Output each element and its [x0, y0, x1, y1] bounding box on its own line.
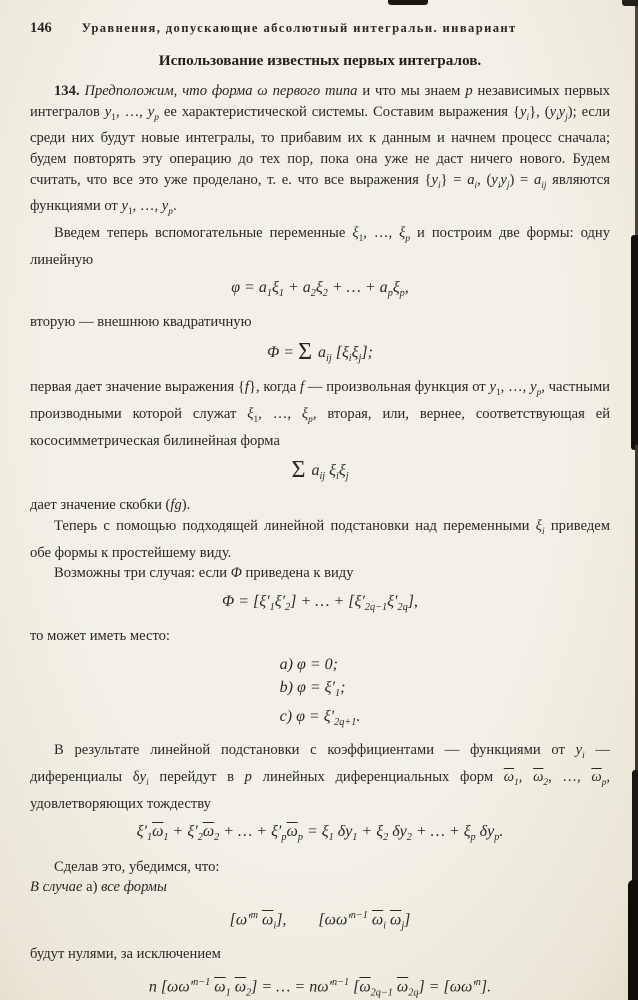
formula: n [$\omega\omega'^{n-1}$ $\overline{\omega}_1$ $\overline{\omega}_2$] = … = $n\omega'^{n-1}$ [$\overline{\omega}_{2q-1}$ $\overline{\omega}_{2q}] = [\omega\omega'^n]$.: [148, 977, 492, 999]
formula: Φ = Σ $a_{ij}$ $[\xi_i\xi_j]$;: [267, 339, 373, 366]
formula: $\xi'_1\overline{\omega}_1 + \xi'_2\overline{\omega}_2$ + … + $\xi'_p\overline{\omega}_p = \xi_1$ $\delta y_1 + \xi_2$ $\delta y_2$ + … + $\xi_p$ $\delta y_p$.: [136, 823, 504, 844]
paragraph: В результате линейной подстановки с коэффициентами — функциями от $y_i$ — диференциалы $\delta y_i$ перейдут в p линейных диференциальных форм $\overline{\omega}_1$, $\overline{\omega}_2$, …, $\overline{\omega}_p$, удовлетворяющих тождеству: [30, 742, 611, 812]
paragraph: Сделав это, убедимся, что:: [54, 858, 220, 875]
scan-artifact-bottom-right-corner: [628, 880, 638, 1000]
case-list: a) φ = 0; b) $\varphi = \xi'_1$; c) $\varphi = \xi'_{2q+1}$.: [279, 656, 361, 729]
scan-artifact-top-right-mark: [622, 0, 638, 6]
paragraph: 134. Предположим, что форма ω первого типа и что мы знаем p независимых первых интегралов $y_1$, …, $y_p$ ее характеристической системы. Составим выражения $\{y_i\}$, $(y_iy_j)$; если среди них будут новые интегралы, то прибавим их к данным и начнем процесс сначала; будем повторять эту операцию до тех пор, пока она уже не даст ничего нового. Будем считать, что все это уже проделано, т. е. что все выражения $\{y_i\} = a_i$, $(y_iy_j) = a_{ij}$ являются функциями от $y_1$, …, $y_p$.: [30, 83, 611, 218]
paragraph: то может иметь место:: [30, 628, 170, 645]
paragraph: первая дает значение выражения {f}, когда f — произвольная функция от $y_1$, …, $y_p$, частными производными которой служат $\xi_1$, …, $\xi_p$, вторая, или, вернее, соответствующая ей кососимметрическая билинейная форма: [30, 379, 610, 449]
paragraph: В случае a) все формы: [30, 879, 167, 896]
formula: $\varphi = a_1\xi_1 + a_2\xi_2$ + … + $a_p\xi_p$,: [231, 279, 409, 300]
paragraph: будут нулями, за исключением: [30, 946, 221, 963]
formula: Σ $a_{ij}$ $\xi_i\xi_j$: [291, 457, 349, 484]
section-title: Использование известных первых интегралов.: [158, 52, 482, 69]
paragraph: Возможны три случая: если Φ приведена к виду: [54, 565, 354, 582]
formula: [$\omega'^m$ $\overline{\omega}_i$], [$\omega\omega'^{n-1}$ $\overline{\omega}_i$ $\overline{\omega}_j$]: [229, 909, 411, 932]
page-number: 146: [30, 20, 52, 36]
page-header: [30, 20, 610, 37]
content-blocks: [30, 81, 610, 1000]
scan-artifact-right-blob-lower: [632, 770, 638, 890]
scan-artifact-right-blob: [631, 235, 638, 450]
paragraph: дает значение скобки (fg).: [30, 497, 191, 514]
formula: $\Phi = [\xi'_1\xi'_2]$ + … + $[\xi'_{2q-1}\xi'_{2q}]$,: [222, 593, 418, 614]
paragraph: вторую — внешнюю квадратичную: [30, 314, 252, 331]
paragraph: Введем теперь вспомогательные переменные $\xi_1$, …, $\xi_p$ и построим две формы: одну линейную: [30, 224, 610, 268]
paragraph: Теперь с помощью подходящей линейной подстановки над переменными $\xi_i$ приведем обе формы к простейшему виду.: [30, 518, 610, 561]
scan-artifact-top-mark: [388, 0, 428, 5]
running-head: Уравнения, допускающие абсолютный интегральн. инвариант: [81, 21, 517, 35]
